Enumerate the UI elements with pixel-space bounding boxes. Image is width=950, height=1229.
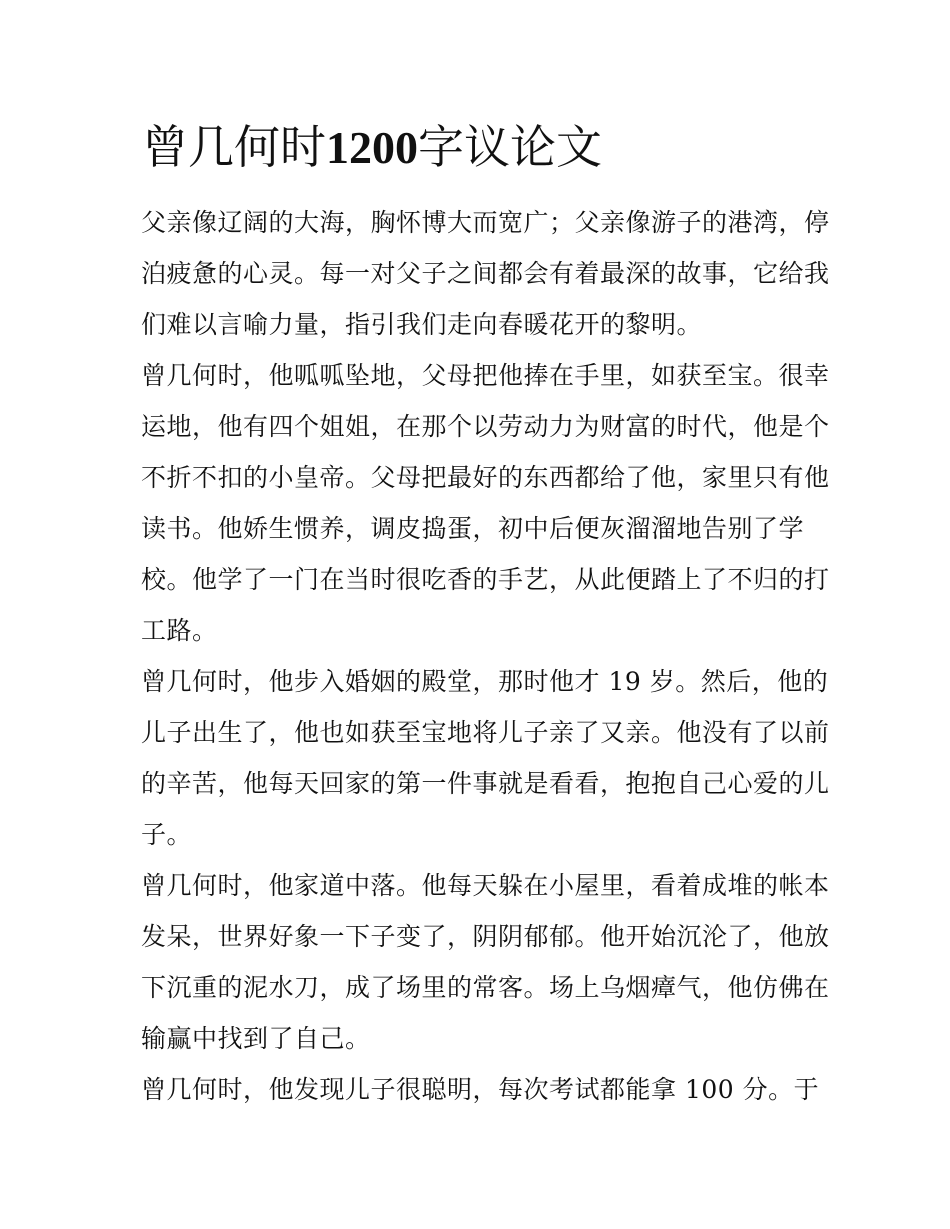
text-line: 输赢中找到了自己。 (141, 1024, 371, 1053)
text-line: 父亲像辽阔的大海，胸怀博大而宽广；父亲像游子的港湾，停 (141, 208, 830, 237)
text-line: 的辛苦，他每天回家的第一件事就是看看，抱抱自己心爱的儿 (141, 769, 830, 798)
text-line: 发呆，世界好象一下子变了，阴阴郁郁。他开始沉沦了，他放 (141, 922, 830, 951)
title-number: 1200 (326, 122, 418, 173)
text-line: 泊疲惫的心灵。每一对父子之间都会有着最深的故事，它给我 (141, 259, 830, 288)
text-line: 曾几何时，他步入婚姻的殿堂，那时他才 19 岁。然后，他的 (141, 667, 829, 696)
text-line: 儿子出生了，他也如获至宝地将儿子亲了又亲。他没有了以前 (141, 718, 830, 747)
title-suffix: 字议论文 (418, 120, 602, 174)
text-line: 下沉重的泥水刀，成了场里的常客。场上乌烟瘴气，他仿佛在 (141, 973, 830, 1002)
text-line: 不折不扣的小皇帝。父母把最好的东西都给了他，家里只有他 (141, 463, 830, 492)
text-line: 曾几何时，他发现儿子很聪明，每次考试都能拿 100 分。于 (141, 1075, 820, 1104)
body-text (141, 197, 830, 1115)
page-title (142, 112, 842, 183)
text-line: 子。 (141, 820, 193, 849)
title-prefix: 曾几何时 (142, 120, 326, 174)
text-line: 们难以言喻力量，指引我们走向春暖花开的黎明。 (141, 310, 703, 339)
text-line: 曾几何时，他呱呱坠地，父母把他捧在手里，如获至宝。很幸 (141, 361, 830, 390)
text-line: 工路。 (141, 616, 218, 645)
text-line: 运地，他有四个姐姐，在那个以劳动力为财富的时代，他是个 (141, 412, 830, 441)
text-line: 读书。他娇生惯养，调皮捣蛋，初中后便灰溜溜地告别了学 (141, 514, 805, 543)
text-line: 校。他学了一门在当时很吃香的手艺，从此便踏上了不归的打 (141, 565, 830, 594)
text-line: 曾几何时，他家道中落。他每天躲在小屋里，看着成堆的帐本 (141, 871, 830, 900)
